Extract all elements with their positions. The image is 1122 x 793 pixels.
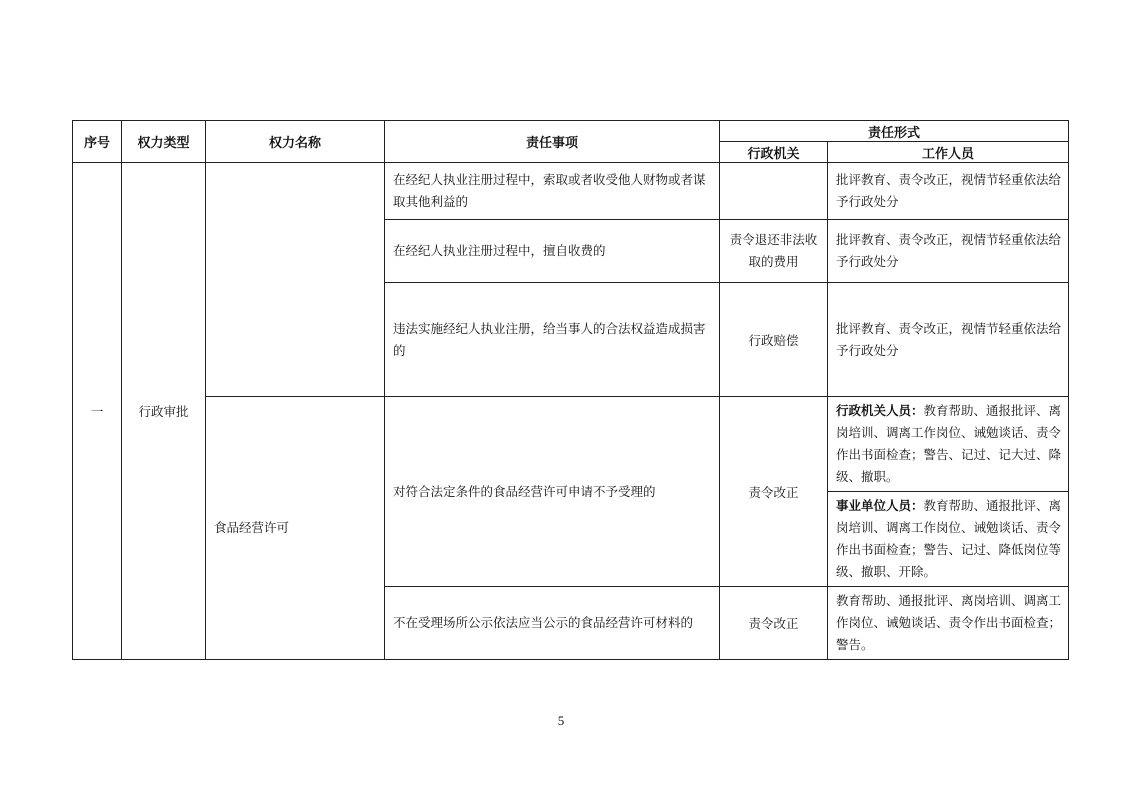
org-text: 责令退还非法收取的费用 bbox=[729, 232, 818, 269]
header-power-name: 权力名称 bbox=[206, 121, 385, 163]
table-row bbox=[73, 163, 1069, 220]
duty-cell: 在经纪人执业注册过程中，擅自收费的 bbox=[385, 220, 720, 283]
page-number: 5 bbox=[557, 713, 565, 728]
power-name-cell-empty bbox=[206, 163, 385, 397]
duty-cell: 在经纪人执业注册过程中，索取或者收受他人财物或者谋取其他利益的 bbox=[385, 163, 720, 220]
header-row-1 bbox=[73, 121, 1069, 142]
duty-cell: 违法实施经纪人执业注册，给当事人的合法权益造成损害的 bbox=[385, 283, 720, 397]
staff-cell: 批评教育、责令改正，视情节轻重依法给予行政处分 bbox=[828, 163, 1069, 220]
power-name-cell: 食品经营许可 bbox=[206, 397, 385, 660]
header-staff: 工作人员 bbox=[828, 142, 1069, 163]
staff-text-admin: 教育帮助、通报批评、离岗培训、调离工作岗位、诫勉谈话、责令作出书面检查；警告、记过、记大过、降级、撤职。 bbox=[836, 403, 1062, 484]
staff-cell-institution bbox=[828, 492, 1069, 587]
staff-label-institution: 事业单位人员： bbox=[836, 498, 924, 513]
header-duty-item: 责任事项 bbox=[385, 121, 720, 163]
org-cell: 行政赔偿 bbox=[720, 283, 828, 397]
staff-cell: 批评教育、责令改正，视情节轻重依法给予行政处分 bbox=[828, 220, 1069, 283]
staff-cell: 批评教育、责令改正，视情节轻重依法给予行政处分 bbox=[828, 283, 1069, 397]
staff-cell: 教育帮助、通报批评、离岗培训、调离工作岗位、诫勉谈话、责令作出书面检查；警告。 bbox=[828, 587, 1069, 660]
org-cell: 责令改正 bbox=[720, 587, 828, 660]
power-type-cell: 行政审批 bbox=[122, 163, 206, 660]
seq-cell: 一 bbox=[73, 163, 122, 660]
responsibility-table bbox=[72, 120, 1069, 660]
header-resp-form: 责任形式 bbox=[720, 121, 1069, 142]
staff-text-institution: 教育帮助、通报批评、离岗培训、调离工作岗位、诫勉谈话、责令作出书面检查；警告、记过、降低岗位等级、撤职、开除。 bbox=[836, 498, 1062, 579]
table-row bbox=[73, 397, 1069, 492]
staff-label-admin: 行政机关人员： bbox=[836, 403, 924, 418]
org-cell: 责令改正 bbox=[720, 397, 828, 587]
org-cell bbox=[720, 220, 828, 283]
duty-cell: 对符合法定条件的食品经营许可申请不予受理的 bbox=[385, 397, 720, 587]
header-admin-org: 行政机关 bbox=[720, 142, 828, 163]
header-seq: 序号 bbox=[73, 121, 122, 163]
duty-cell: 不在受理场所公示依法应当公示的食品经营许可材料的 bbox=[385, 587, 720, 660]
org-cell bbox=[720, 163, 828, 220]
header-power-type: 权力类型 bbox=[122, 121, 206, 163]
staff-cell-admin bbox=[828, 397, 1069, 492]
